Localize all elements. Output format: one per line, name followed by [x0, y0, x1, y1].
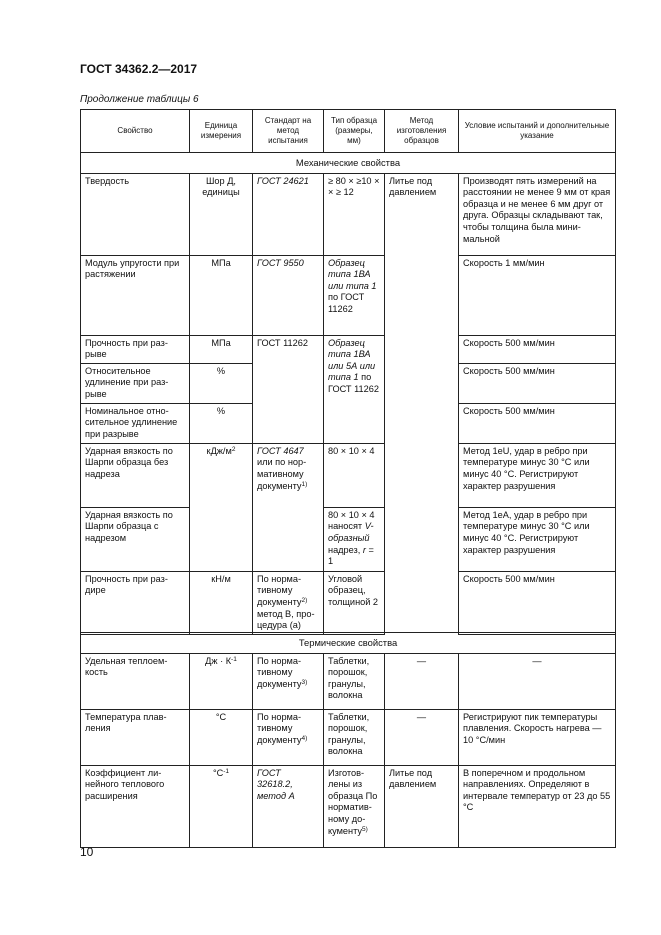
- standard-cell: [253, 443, 324, 571]
- conditions-cell: —: [459, 653, 616, 709]
- table-row: [81, 173, 616, 255]
- specimen-cell: [324, 507, 385, 571]
- unit-cell: %: [190, 403, 253, 443]
- method-cell: —: [385, 709, 459, 765]
- standard-ref: ГОСТ 4647: [257, 445, 304, 456]
- specimen-part: = 1: [328, 544, 374, 567]
- unit-exponent: 2: [231, 445, 236, 453]
- property-cell: Прочность при раздире: [81, 571, 190, 634]
- column-header: Метод изготовления образцов: [385, 110, 459, 153]
- unit-text: °С: [212, 767, 224, 778]
- specimen-cell: [324, 255, 385, 335]
- property-cell: Модуль упругости при растяжении: [81, 255, 190, 335]
- property-cell: Прочность при разрыве: [81, 335, 190, 363]
- table-row: [81, 443, 616, 507]
- section-title-thermal: Термические свойства: [81, 633, 616, 654]
- method-cell: Литье под давлением: [385, 765, 459, 847]
- column-header: Условие испытаний и дополнительные указание: [459, 110, 616, 153]
- table-row: [81, 255, 616, 335]
- standard-cell: ГОСТ 11262: [253, 335, 324, 443]
- property-cell: Ударная вязкость по Шарпи образца без надреза: [81, 443, 190, 507]
- standard-text: метод А: [257, 790, 295, 801]
- standard-alt: или по нормативному документу: [257, 457, 307, 491]
- standard-cell: [253, 765, 324, 847]
- properties-table-thermal: [80, 632, 616, 848]
- specimen-ref: по ГОСТ 11262: [328, 292, 365, 314]
- table-row: [81, 507, 616, 571]
- property-cell: Относительное удлинение при разрыве: [81, 363, 190, 403]
- specimen-type: Образец типа 1ВА или 5А или типа 1: [328, 337, 376, 383]
- conditions-cell: Скорость 1 мм/мин: [459, 255, 616, 335]
- table-header-row: [81, 110, 616, 153]
- standard-cell: [253, 571, 324, 634]
- unit-cell: [190, 443, 253, 571]
- method-cell: —: [385, 653, 459, 709]
- conditions-cell: Метод 1eU, удар в ребро при температуре минус 30 °С или минус 40 °С. Регистрируют характер разрушения: [459, 443, 616, 507]
- specimen-part: надрез,: [328, 544, 361, 555]
- standard-text: По нормативному документу: [257, 573, 302, 607]
- conditions-cell: Скорость 500 мм/мин: [459, 403, 616, 443]
- unit-cell: МПа: [190, 335, 253, 363]
- conditions-cell: В поперечном и продольном направлениях. Определяют в интервале температур от 23 до 55 °С: [459, 765, 616, 847]
- column-header: Стандарт на метод испытания: [253, 110, 324, 153]
- unit-cell: Шор Д, единицы: [190, 173, 253, 255]
- unit-cell: кН/м: [190, 571, 253, 634]
- conditions-cell: Скорость 500 мм/мин: [459, 363, 616, 403]
- page-number: 10: [80, 845, 94, 859]
- specimen-text: Изготовлены из образца По нормативному документу: [328, 767, 378, 836]
- property-cell: Удельная теплоемкость: [81, 653, 190, 709]
- table-row: [81, 571, 616, 634]
- property-cell: Твердость: [81, 173, 190, 255]
- property-cell: Коэффициент линейного теплового расширения: [81, 765, 190, 847]
- specimen-ref: по ГОСТ 11262: [328, 372, 379, 394]
- column-header: Тип образца (размеры, мм): [324, 110, 385, 153]
- standard-text: По нормативному документу: [257, 655, 302, 689]
- section-row: [81, 153, 616, 174]
- table-row: [81, 335, 616, 363]
- method-cell: Литье под давлением: [385, 173, 459, 634]
- footnote-mark: 2): [301, 596, 308, 604]
- standard-text: метод В, процедура (а): [257, 608, 315, 631]
- unit-cell: %: [190, 363, 253, 403]
- conditions-cell: Скорость 500 мм/мин: [459, 571, 616, 634]
- standard-text: По нормативному документу: [257, 711, 302, 745]
- property-cell: Ударная вязкость по Шарпи образца с надрезом: [81, 507, 190, 571]
- specimen-type: Образец типа 1ВА или типа 1: [328, 257, 377, 291]
- standard-ref: ГОСТ 32618.2,: [257, 767, 293, 790]
- unit-cell: °С: [190, 709, 253, 765]
- specimen-part: 80 × 10 × 4 наносят: [328, 509, 375, 532]
- footnote-mark: 1): [301, 480, 308, 488]
- column-header: Свойство: [81, 110, 190, 153]
- table-row: [81, 765, 616, 847]
- standard-cell: [253, 653, 324, 709]
- standard-cell: ГОСТ 24621: [253, 173, 324, 255]
- conditions-cell: Производят пять измерений на расстоянии не менее 9 мм от края образца и не менее 6 мм друг от друга. Образцы складывают так, чтобы толщина была минимальной: [459, 173, 616, 255]
- specimen-cell: Таблетки, порошок, гранулы, волокна: [324, 653, 385, 709]
- conditions-cell: Метод 1eA, удар в ребро при температуре минус 30 °С или минус 40 °С. Регистрируют характер разрушения: [459, 507, 616, 571]
- document-code: ГОСТ 34362.2—2017: [80, 62, 198, 76]
- specimen-cell: [324, 765, 385, 847]
- standard-cell: ГОСТ 9550: [253, 255, 324, 335]
- footnote-mark: 4): [301, 734, 308, 742]
- specimen-cell: Таблетки, порошок, гранулы, волокна: [324, 709, 385, 765]
- unit-exponent: -1: [223, 767, 230, 775]
- column-header: Единица измерения: [190, 110, 253, 153]
- standard-cell: [253, 709, 324, 765]
- footnote-mark: 3): [301, 678, 308, 686]
- table-continuation-caption: Продолжение таблицы 6: [80, 94, 199, 105]
- unit-text: Дж · К: [205, 655, 232, 666]
- property-cell: Температура плавления: [81, 709, 190, 765]
- specimen-part: V-образный: [328, 521, 374, 543]
- unit-cell: МПа: [190, 255, 253, 335]
- table-row: [81, 653, 616, 709]
- unit-cell: [190, 653, 253, 709]
- unit-text: кДж/м: [206, 445, 232, 456]
- footnote-mark: 5): [362, 825, 368, 833]
- property-cell: Номинальное относительное удлинение при разрыве: [81, 403, 190, 443]
- unit-exponent: -1: [231, 655, 237, 663]
- conditions-cell: Регистрируют пик температуры плавления. Скорость нагрева — 10 °С/мин: [459, 709, 616, 765]
- section-row: [81, 633, 616, 654]
- specimen-cell: ≥ 80 × ≥10 × × ≥ 12: [324, 173, 385, 255]
- specimen-cell: 80 × 10 × 4: [324, 443, 385, 507]
- specimen-part: r: [362, 544, 366, 555]
- table-row: [81, 709, 616, 765]
- conditions-cell: Скорость 500 мм/мин: [459, 335, 616, 363]
- unit-cell: [190, 765, 253, 847]
- specimen-cell: Угловой образец, толщиной 2: [324, 571, 385, 634]
- properties-table: [80, 109, 616, 635]
- section-title-mechanical: Механические свойства: [81, 153, 616, 174]
- specimen-cell: [324, 335, 385, 443]
